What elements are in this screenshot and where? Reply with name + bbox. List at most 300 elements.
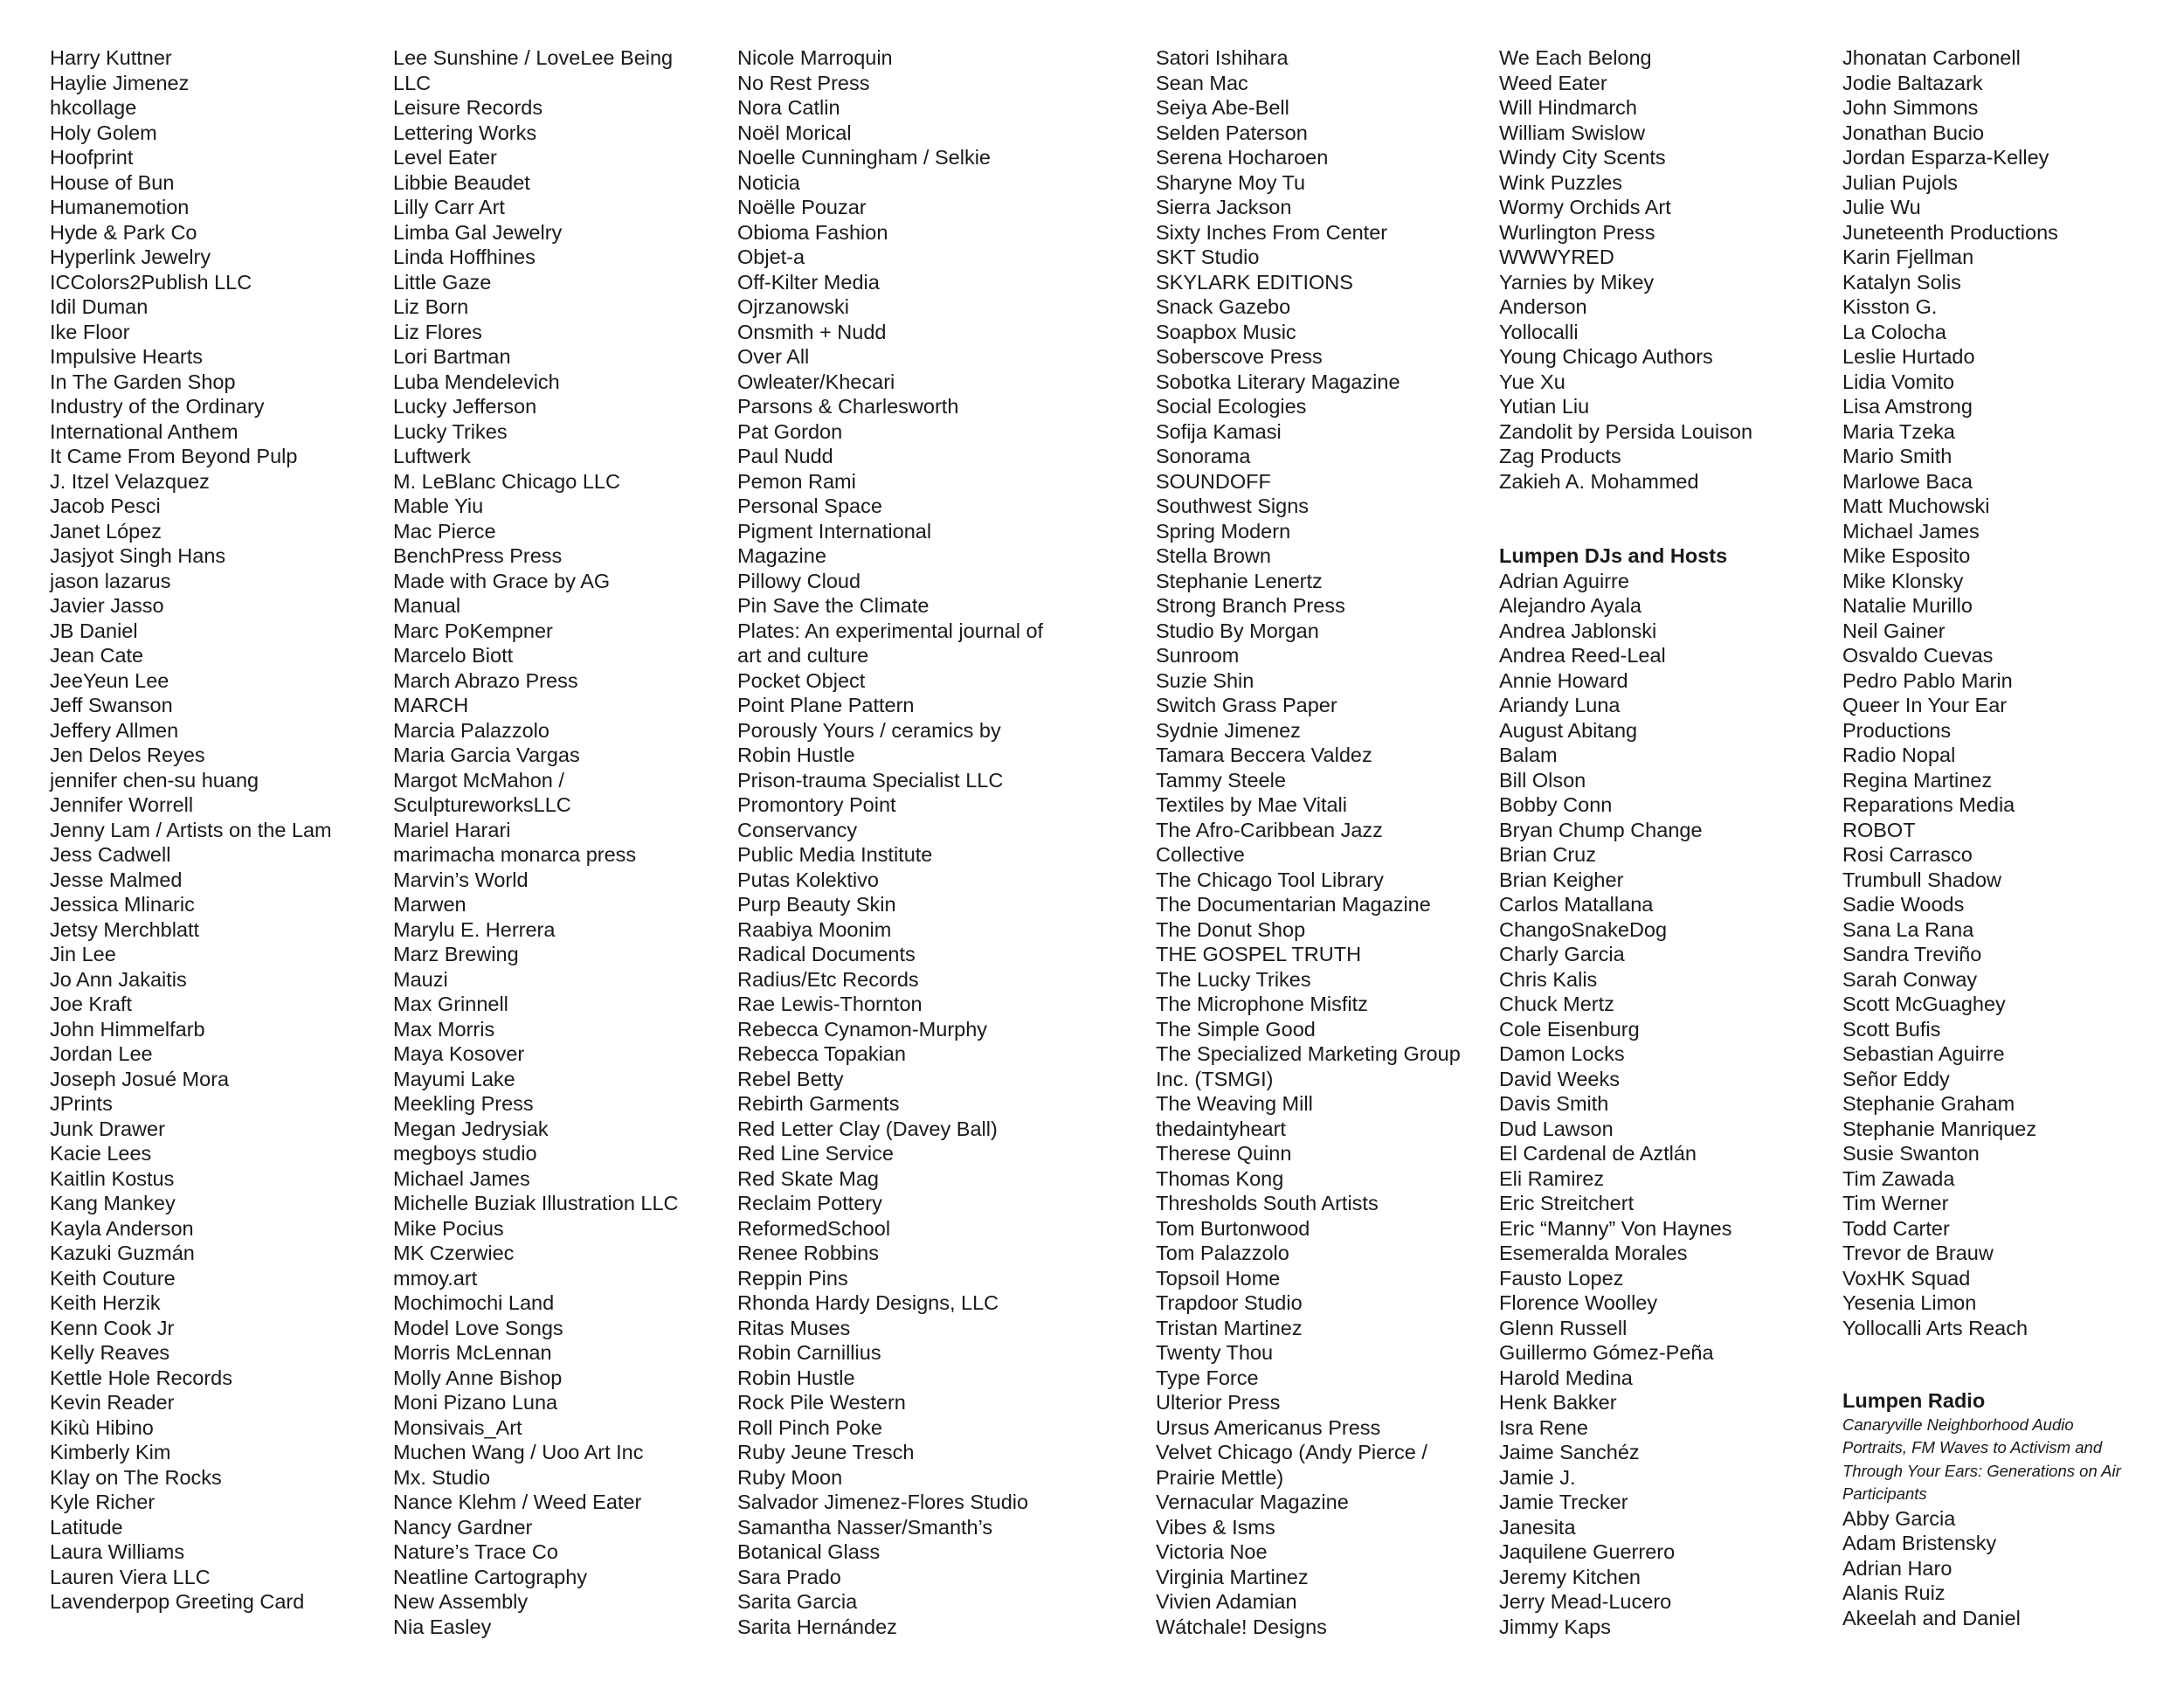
- list-item: Michael James: [393, 1166, 530, 1190]
- list-item: Over All: [737, 345, 810, 368]
- list-item: Moni Pizano Luna: [393, 1391, 558, 1414]
- list-item: Esemeralda Morales: [1499, 1242, 1688, 1264]
- list-item: Rebirth Garments: [737, 1092, 900, 1115]
- list-item: Nature’s Trace Co: [393, 1540, 558, 1563]
- list-item: Public Media Institute: [737, 843, 933, 866]
- list-item: Sana La Rana: [1842, 917, 1974, 941]
- list-item: ReformedSchool: [737, 1216, 891, 1240]
- list-item: Jetsy Merchblatt: [50, 917, 200, 941]
- list-item: Young Chicago Authors: [1499, 345, 1713, 368]
- list-item: Jen Delos Reyes: [50, 744, 205, 766]
- list-item: Abby Garcia: [1842, 1506, 1956, 1530]
- list-item: Windy City Scents: [1499, 146, 1666, 169]
- list-item: jennifer chen-su huang: [50, 768, 259, 792]
- list-item: Robin Hustle: [737, 1366, 855, 1389]
- list-item: J. Itzel Velazquez: [50, 469, 210, 493]
- list-item: Kazuki Guzmán: [50, 1242, 195, 1264]
- list-item: Virginia Martinez: [1156, 1565, 1309, 1588]
- list-item: It Came From Beyond Pulp: [50, 445, 298, 467]
- list-item: Balam: [1499, 744, 1558, 766]
- list-item: Jesse Malmed: [50, 868, 183, 891]
- list-item: Rae Lewis-Thornton: [737, 993, 923, 1015]
- list-item: WWWYRED: [1499, 246, 1614, 268]
- list-item: Todd Carter: [1842, 1216, 1950, 1240]
- list-item: Adrian Haro: [1842, 1556, 1952, 1580]
- list-item: Harry Kuttner: [50, 46, 172, 69]
- list-item: Neil Gainer: [1842, 619, 1946, 642]
- list-item: Vernacular Magazine: [1156, 1491, 1349, 1513]
- list-item: Neatline Cartography: [393, 1565, 588, 1588]
- list-item: Thomas Kong: [1156, 1166, 1284, 1190]
- list-item: Davis Smith: [1499, 1092, 1609, 1115]
- list-item: Objet-a: [737, 246, 805, 268]
- list-item: Linda Hoffhines: [393, 246, 536, 268]
- list-item: Stephanie Lenertz: [1156, 569, 1323, 592]
- list-item: Lavenderpop Greeting Card: [50, 1590, 305, 1613]
- list-item: SKYLARK EDITIONS: [1156, 270, 1353, 294]
- list-item: Jhonatan Carbonell: [1842, 46, 2021, 69]
- list-item: The Lucky Trikes: [1156, 967, 1311, 991]
- list-item: John Simmons: [1842, 96, 1979, 119]
- list-item: Meekling Press: [393, 1092, 534, 1115]
- list-item: Roll Pinch Poke: [737, 1415, 882, 1439]
- list-item: Collective: [1156, 843, 1245, 866]
- list-item: Molly Anne Bishop: [393, 1366, 563, 1389]
- section-note: Canaryville Neighborhood Audio: [1842, 1415, 2074, 1434]
- list-item: Kelly Reaves: [50, 1341, 170, 1364]
- list-item: Pat Gordon: [737, 419, 843, 443]
- list-item: Kisston G.: [1842, 295, 1938, 318]
- column-5: [1499, 45, 1752, 1639]
- list-item: Marcelo Biott: [393, 644, 514, 667]
- list-item: Guillermo Gómez-Peña: [1499, 1341, 1714, 1364]
- list-item: Made with Grace by AG: [393, 569, 611, 592]
- list-item: Harold Medina: [1499, 1366, 1633, 1389]
- list-item: Rhonda Hardy Designs, LLC: [737, 1291, 999, 1314]
- list-item: Katalyn Solis: [1842, 270, 1961, 294]
- list-item: Putas Kolektivo: [737, 868, 879, 891]
- list-item: Damon Locks: [1499, 1042, 1625, 1065]
- list-item: Susie Swanton: [1842, 1142, 1980, 1165]
- list-item: Eric “Manny” Von Haynes: [1499, 1216, 1732, 1240]
- list-item: Jamie J.: [1499, 1465, 1576, 1489]
- list-item: Wurlington Press: [1499, 220, 1655, 244]
- list-item: David Weeks: [1499, 1067, 1621, 1090]
- list-item: Jean Cate: [50, 644, 144, 667]
- list-item: Ruby Jeune Tresch: [737, 1441, 915, 1463]
- list-item: Hyde & Park Co: [50, 220, 197, 244]
- section-note: Participants: [1842, 1484, 1927, 1503]
- list-item: Andrea Reed-Leal: [1499, 644, 1666, 667]
- list-item: Maya Kosover: [393, 1042, 525, 1065]
- list-item: Juneteenth Productions: [1842, 220, 2058, 244]
- list-item: Trumbull Shadow: [1842, 868, 2001, 891]
- list-item: Pocket Object: [737, 668, 866, 692]
- list-item: Point Plane Pattern: [737, 694, 915, 716]
- list-item: Promontory Point: [737, 793, 896, 816]
- list-item: Fausto Lopez: [1499, 1266, 1624, 1290]
- list-item: Southwest Signs: [1156, 495, 1310, 517]
- list-item: Adrian Aguirre: [1499, 569, 1629, 592]
- list-item: Lucky Trikes: [393, 419, 508, 443]
- list-item: William Swislow: [1499, 121, 1646, 144]
- list-item: March Abrazo Press: [393, 668, 578, 692]
- list-item: Monsivais_Art: [393, 1415, 522, 1439]
- list-item: Karin Fjellman: [1842, 246, 1974, 268]
- list-item: Reclaim Pottery: [737, 1192, 882, 1214]
- list-item: Jeremy Kitchen: [1499, 1565, 1641, 1588]
- list-item: Matt Muchowski: [1842, 495, 1990, 517]
- section-heading: Lumpen DJs and Hosts: [1499, 544, 1728, 567]
- list-item: Libbie Beaudet: [393, 170, 530, 194]
- list-item: Soberscove Press: [1156, 345, 1323, 368]
- list-item: Leisure Records: [393, 96, 543, 119]
- list-item: Javier Jasso: [50, 594, 164, 617]
- list-item: Latitude: [50, 1515, 123, 1539]
- list-item: Regina Martinez: [1842, 768, 1993, 792]
- list-item: Jaime Sanchéz: [1499, 1441, 1640, 1463]
- list-item: Sara Prado: [737, 1565, 841, 1588]
- list-item: Mac Pierce: [393, 519, 496, 543]
- list-item: New Assembly: [393, 1590, 529, 1613]
- list-item: Jess Cadwell: [50, 843, 171, 866]
- list-item: The Afro-Caribbean Jazz: [1156, 818, 1383, 841]
- list-item: Limba Gal Jewelry: [393, 220, 563, 244]
- list-item: Pedro Pablo Marin: [1842, 668, 2013, 692]
- list-item: JeeYeun Lee: [50, 668, 169, 692]
- column-3: [737, 45, 1043, 1639]
- list-item: JB Daniel: [50, 619, 138, 642]
- list-item: Ulterior Press: [1156, 1391, 1281, 1414]
- list-item: International Anthem: [50, 419, 238, 443]
- list-item: We Each Belong: [1499, 46, 1652, 69]
- list-item: Nicole Marroquin: [737, 46, 893, 69]
- list-item: Jeff Swanson: [50, 694, 173, 716]
- list-item: Sarita Hernández: [737, 1615, 897, 1638]
- list-item: Inc. (TSMGI): [1156, 1067, 1274, 1090]
- list-item: Noël Morical: [737, 121, 852, 144]
- list-item: Florence Woolley: [1499, 1291, 1658, 1314]
- list-item: The Donut Shop: [1156, 917, 1306, 941]
- list-item: The Simple Good: [1156, 1017, 1316, 1041]
- list-item: Stephanie Graham: [1842, 1092, 2015, 1115]
- list-item: Liz Born: [393, 295, 469, 318]
- list-item: Janet López: [50, 519, 162, 543]
- list-item: Keith Herzik: [50, 1291, 161, 1314]
- list-item: Andrea Jablonski: [1499, 619, 1657, 642]
- list-item: Marc PoKempner: [393, 619, 553, 642]
- list-item: Switch Grass Paper: [1156, 694, 1337, 716]
- list-item: Victoria Noe: [1156, 1540, 1268, 1563]
- list-item: Noëlle Pouzar: [737, 196, 867, 218]
- column-1: [50, 45, 332, 1615]
- list-item: Rosi Carrasco: [1842, 843, 1973, 866]
- list-item: Kenn Cook Jr: [50, 1316, 175, 1339]
- list-item: Yarnies by Mikey: [1499, 270, 1655, 294]
- list-item: Satori Ishihara: [1156, 46, 1289, 69]
- list-item: Jerry Mead-Lucero: [1499, 1590, 1672, 1613]
- list-item: Brian Keigher: [1499, 868, 1624, 891]
- list-item: mmoy.art: [393, 1266, 478, 1290]
- list-item: Jin Lee: [50, 943, 116, 965]
- list-item: Serena Hocharoen: [1156, 146, 1329, 169]
- column-2: [393, 45, 679, 1639]
- list-item: Yutian Liu: [1499, 395, 1590, 418]
- list-item: Pemon Rami: [737, 469, 856, 493]
- list-item: Jeffery Allmen: [50, 718, 179, 742]
- list-item: thedaintyheart: [1156, 1117, 1286, 1140]
- list-item: Ruby Moon: [737, 1465, 843, 1489]
- list-item: Mauzi: [393, 967, 448, 991]
- list-item: Wátchale! Designs: [1156, 1615, 1327, 1638]
- list-item: art and culture: [737, 644, 869, 667]
- list-item: Julian Pujols: [1842, 170, 1958, 194]
- list-item: Selden Paterson: [1156, 121, 1308, 144]
- list-item: Junk Drawer: [50, 1117, 165, 1140]
- list-item: Red Letter Clay (Davey Ball): [737, 1117, 998, 1140]
- list-item: Joe Kraft: [50, 993, 133, 1015]
- list-item: The Specialized Marketing Group: [1156, 1042, 1461, 1065]
- list-item: Personal Space: [737, 495, 882, 517]
- list-item: Marlowe Baca: [1842, 469, 1973, 493]
- list-item: Janesita: [1499, 1515, 1576, 1539]
- list-item: Tom Burtonwood: [1156, 1216, 1310, 1240]
- list-item: jason lazarus: [50, 569, 171, 592]
- list-item: Kaitlin Kostus: [50, 1166, 175, 1190]
- list-item: Radical Documents: [737, 943, 916, 965]
- list-item: Renee Robbins: [737, 1242, 879, 1264]
- list-item: JPrints: [50, 1092, 113, 1115]
- list-item: Conservancy: [737, 818, 858, 841]
- list-item: Marcia Palazzolo: [393, 718, 549, 742]
- list-item: Megan Jedrysiak: [393, 1117, 549, 1140]
- list-item: Tim Zawada: [1842, 1166, 1955, 1190]
- list-item: Lilly Carr Art: [393, 196, 505, 218]
- list-item: Muchen Wang / Uoo Art Inc: [393, 1441, 644, 1463]
- list-item: Kayla Anderson: [50, 1216, 194, 1240]
- list-item: Maria Garcia Vargas: [393, 744, 580, 766]
- list-item: Annie Howard: [1499, 668, 1628, 692]
- list-item: megboys studio: [393, 1142, 537, 1165]
- section-spacer: [1842, 1340, 2121, 1388]
- list-item: Porously Yours / ceramics by: [737, 718, 1001, 742]
- list-item: Social Ecologies: [1156, 395, 1307, 418]
- list-item: Wormy Orchids Art: [1499, 196, 1671, 218]
- list-item: Sebastian Aguirre: [1842, 1042, 2005, 1065]
- list-item: LLC: [393, 71, 432, 94]
- list-item: Rebel Betty: [737, 1067, 844, 1090]
- list-item: Lee Sunshine / LoveLee Being: [393, 46, 674, 69]
- list-item: Manual: [393, 594, 461, 617]
- list-item: Rebecca Topakian: [737, 1042, 906, 1065]
- list-item: Jordan Esparza-Kelley: [1842, 146, 2049, 169]
- list-item: Scott Bufis: [1842, 1017, 1941, 1041]
- list-item: Sandra Treviño: [1842, 943, 1982, 965]
- list-item: Marwen: [393, 893, 467, 916]
- list-item: ICColors2Publish LLC: [50, 270, 252, 294]
- list-item: Type Force: [1156, 1366, 1259, 1389]
- list-item: Twenty Thou: [1156, 1341, 1274, 1364]
- list-item: Yue Xu: [1499, 370, 1565, 393]
- list-item: Mayumi Lake: [393, 1067, 515, 1090]
- list-item: Eli Ramirez: [1499, 1166, 1605, 1190]
- list-item: Yollocalli Arts Reach: [1842, 1316, 2028, 1339]
- list-item: Jennifer Worrell: [50, 793, 194, 816]
- list-item: Lidia Vomito: [1842, 370, 1955, 393]
- list-item: Sarah Conway: [1842, 967, 1978, 991]
- list-item: Zandolit by Persida Louison: [1499, 419, 1753, 443]
- list-item: Liz Flores: [393, 320, 482, 343]
- list-item: Sydnie Jimenez: [1156, 718, 1301, 742]
- list-item: Eric Streitchert: [1499, 1192, 1635, 1214]
- list-item: Mario Smith: [1842, 445, 1952, 467]
- list-item: Magazine: [737, 544, 826, 567]
- list-item: marimacha monarca press: [393, 843, 637, 866]
- list-item: Suzie Shin: [1156, 668, 1254, 692]
- list-item: Robin Carnillius: [737, 1341, 881, 1364]
- list-item: Scott McGuaghey: [1842, 993, 2006, 1015]
- list-item: Morris McLennan: [393, 1341, 552, 1364]
- list-item: Natalie Murillo: [1842, 594, 1973, 617]
- list-item: House of Bun: [50, 170, 175, 194]
- list-item: Charly Garcia: [1499, 943, 1625, 965]
- list-item: Jasjyot Singh Hans: [50, 544, 226, 567]
- section-heading: Lumpen Radio: [1842, 1389, 1986, 1412]
- list-item: Jessica Mlinaric: [50, 893, 195, 916]
- list-item: Robin Hustle: [737, 744, 855, 766]
- list-item: Keith Couture: [50, 1266, 176, 1290]
- list-item: The Microphone Misfitz: [1156, 993, 1368, 1015]
- list-item: Tammy Steele: [1156, 768, 1286, 792]
- list-item: Humanemotion: [50, 196, 190, 218]
- list-item: Carlos Matallana: [1499, 893, 1654, 916]
- list-item: Zakieh A. Mohammed: [1499, 469, 1699, 493]
- list-item: Sean Mac: [1156, 71, 1248, 94]
- list-item: Tim Werner: [1842, 1192, 1949, 1214]
- list-item: Reparations Media: [1842, 793, 2015, 816]
- list-item: Tristan Martinez: [1156, 1316, 1303, 1339]
- list-item: Stephanie Manriquez: [1842, 1117, 2037, 1140]
- list-item: Vivien Adamian: [1156, 1590, 1297, 1613]
- list-item: Lori Bartman: [393, 345, 511, 368]
- section-note: Through Your Ears: Generations on Air: [1842, 1461, 2121, 1480]
- list-item: Luba Mendelevich: [393, 370, 560, 393]
- list-item: Haylie Jimenez: [50, 71, 190, 94]
- list-item: Therese Quinn: [1156, 1142, 1292, 1165]
- list-item: hkcollage: [50, 96, 137, 119]
- list-item: ChangoSnakeDog: [1499, 917, 1668, 941]
- list-item: Textiles by Mae Vitali: [1156, 793, 1347, 816]
- list-item: Jimmy Kaps: [1499, 1615, 1611, 1638]
- list-item: Ike Floor: [50, 320, 130, 343]
- list-item: Mike Esposito: [1842, 544, 1971, 567]
- list-item: Rebecca Cynamon-Murphy: [737, 1017, 988, 1041]
- list-item: Obioma Fashion: [737, 220, 888, 244]
- column-4: [1156, 45, 1461, 1639]
- list-item: Purp Beauty Skin: [737, 893, 896, 916]
- list-item: Salvador Jimenez-Flores Studio: [737, 1491, 1029, 1513]
- list-item: Trevor de Brauw: [1842, 1242, 1994, 1264]
- list-item: Michael James: [1842, 519, 1980, 543]
- list-item: Reppin Pins: [737, 1266, 848, 1290]
- list-item: Chris Kalis: [1499, 967, 1598, 991]
- list-item: Nance Klehm / Weed Eater: [393, 1491, 642, 1513]
- list-item: John Himmelfarb: [50, 1017, 205, 1041]
- list-item: Velvet Chicago (Andy Pierce /: [1156, 1441, 1427, 1463]
- list-item: Hoofprint: [50, 146, 134, 169]
- list-item: Mariel Harari: [393, 818, 511, 841]
- list-item: Level Eater: [393, 146, 497, 169]
- list-item: Jamie Trecker: [1499, 1491, 1628, 1513]
- list-item: Margot McMahon /: [393, 768, 564, 792]
- list-item: La Colocha: [1842, 320, 1946, 343]
- list-item: In The Garden Shop: [50, 370, 236, 393]
- list-item: Raabiya Moonim: [737, 917, 892, 941]
- list-item: Samantha Nasser/Smanth’s: [737, 1515, 993, 1539]
- list-item: MARCH: [393, 694, 469, 716]
- list-item: Vibes & Isms: [1156, 1515, 1275, 1539]
- list-item: Sadie Woods: [1842, 893, 1965, 916]
- list-item: Pin Save the Climate: [737, 594, 930, 617]
- list-item: Mx. Studio: [393, 1465, 491, 1489]
- list-item: Glenn Russell: [1499, 1316, 1628, 1339]
- list-item: Kang Mankey: [50, 1192, 176, 1214]
- list-item: El Cardenal de Aztlán: [1499, 1142, 1697, 1165]
- list-item: Kettle Hole Records: [50, 1366, 232, 1389]
- list-item: Prairie Mettle): [1156, 1465, 1284, 1489]
- list-item: Laura Williams: [50, 1540, 185, 1563]
- list-item: Osvaldo Cuevas: [1842, 644, 1994, 667]
- list-item: Sierra Jackson: [1156, 196, 1292, 218]
- list-item: Dud Lawson: [1499, 1117, 1614, 1140]
- list-item: Jo Ann Jakaitis: [50, 967, 187, 991]
- column-6: [1842, 45, 2121, 1630]
- list-item: Studio By Morgan: [1156, 619, 1319, 642]
- list-item: VoxHK Squad: [1842, 1266, 1971, 1290]
- list-item: Ritas Muses: [737, 1316, 851, 1339]
- list-item: Strong Branch Press: [1156, 594, 1345, 617]
- list-item: Red Skate Mag: [737, 1166, 879, 1190]
- list-item: Mochimochi Land: [393, 1291, 555, 1314]
- list-item: Jordan Lee: [50, 1042, 153, 1065]
- list-item: No Rest Press: [737, 71, 870, 94]
- list-item: Kyle Richer: [50, 1491, 156, 1513]
- list-item: Jaquilene Guerrero: [1499, 1540, 1676, 1563]
- list-item: Kimberly Kim: [50, 1441, 171, 1463]
- list-item: Lettering Works: [393, 121, 537, 144]
- list-item: Will Hindmarch: [1499, 96, 1637, 119]
- list-item: Onsmith + Nudd: [737, 320, 887, 343]
- list-item: SculptureworksLLC: [393, 793, 571, 816]
- list-item: Botanical Glass: [737, 1540, 881, 1563]
- list-item: Impulsive Hearts: [50, 345, 203, 368]
- list-item: Noticia: [737, 170, 800, 194]
- list-item: Yollocalli: [1499, 320, 1579, 343]
- list-item: Queer In Your Ear: [1842, 694, 2008, 716]
- list-item: Nora Catlin: [737, 96, 840, 119]
- list-item: Mike Pocius: [393, 1216, 504, 1240]
- list-item: Chuck Mertz: [1499, 993, 1614, 1015]
- list-item: Weed Eater: [1499, 71, 1607, 94]
- list-item: Mike Klonsky: [1842, 569, 1964, 592]
- list-item: Cole Eisenburg: [1499, 1017, 1640, 1041]
- list-item: Pigment International: [737, 519, 932, 543]
- list-item: Kevin Reader: [50, 1391, 175, 1414]
- list-item: Lisa Amstrong: [1842, 395, 1973, 418]
- list-item: Ursus Americanus Press: [1156, 1415, 1381, 1439]
- list-item: Sunroom: [1156, 644, 1240, 667]
- list-item: Sonorama: [1156, 445, 1251, 467]
